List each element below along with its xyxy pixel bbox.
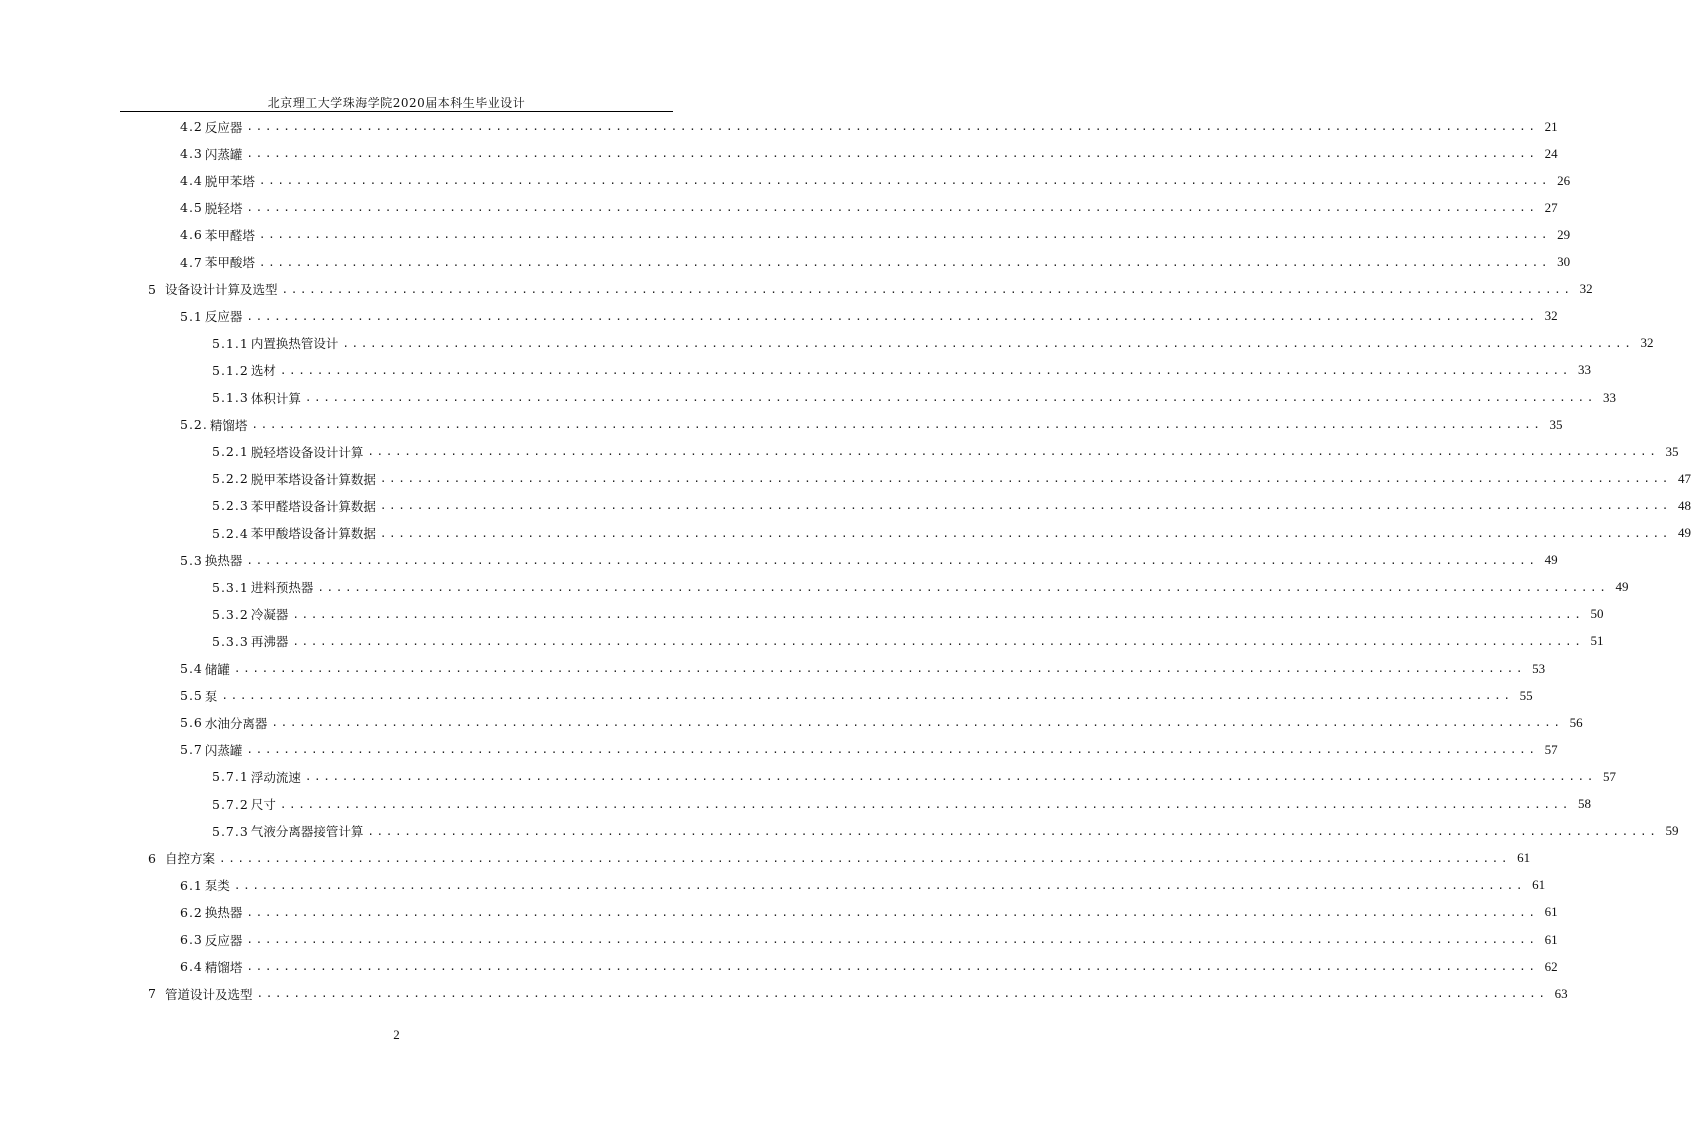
toc-leader-dots: ............................................................................................................................................ bbox=[317, 580, 1609, 594]
toc-leader-dots: ............................................................................................................................................ bbox=[246, 309, 1538, 323]
toc-leader-dots: ............................................................................................................................................ bbox=[233, 662, 1526, 675]
toc-entry-page: 61 bbox=[1544, 931, 1558, 947]
toc-leader-dots: ............................................................................................................................................ bbox=[246, 933, 1538, 946]
toc-entry-number: 5.2.4 bbox=[212, 525, 249, 541]
toc-entry-page: 58 bbox=[1578, 796, 1591, 811]
toc-entry[interactable] bbox=[180, 872, 1546, 899]
toc-leader-dots: ............................................................................................................................................ bbox=[246, 147, 1538, 161]
page-header: 北京理工大学珠海学院2020届本科生毕业设计 bbox=[267, 96, 526, 110]
toc-leader-dots: ............................................................................................................................................ bbox=[221, 689, 1513, 703]
toc-entry-number: 4.3 bbox=[180, 146, 203, 162]
toc-leader-dots: ............................................................................................................................................ bbox=[367, 445, 1659, 459]
toc-entry[interactable] bbox=[180, 709, 1583, 736]
toc-entry-title: 选材 bbox=[250, 363, 276, 379]
toc-entry-title: 储罐 bbox=[204, 661, 230, 677]
toc-leader-dots: ............................................................................................................................................ bbox=[246, 553, 1538, 567]
toc-entry-number: 5.6 bbox=[180, 715, 203, 731]
toc-entry[interactable] bbox=[212, 520, 1691, 547]
toc-entry-title: 再沸器 bbox=[250, 634, 289, 650]
toc-entry-title: 气液分离器接管计算 bbox=[250, 824, 364, 840]
toc-leader-dots: ............................................................................................................................................ bbox=[304, 770, 1596, 784]
toc-entry-title: 精馏塔 bbox=[204, 959, 243, 975]
toc-entry-title: 苯甲醛塔 bbox=[204, 227, 255, 243]
toc-entry[interactable] bbox=[180, 682, 1533, 709]
toc-entry-page: 32 bbox=[1579, 281, 1593, 297]
toc-entry-number: 5.1 bbox=[180, 308, 203, 324]
toc-entry-number: 7 bbox=[148, 986, 157, 1002]
toc-entry[interactable] bbox=[212, 384, 1616, 411]
toc-entry-number: 5.3 bbox=[180, 552, 203, 568]
toc-entry-number: 5.1.3 bbox=[212, 390, 249, 405]
toc-entry-number: 4.5 bbox=[180, 200, 203, 216]
page-number: 2 bbox=[393, 1027, 400, 1042]
toc-entry-page: 51 bbox=[1590, 633, 1604, 649]
toc-entry-page: 61 bbox=[1517, 850, 1531, 866]
toc-entry[interactable] bbox=[180, 953, 1558, 980]
toc-leader-dots: ............................................................................................................................................ bbox=[258, 228, 1551, 242]
toc-entry-title: 脱轻塔 bbox=[204, 200, 243, 216]
toc-entry-page: 62 bbox=[1544, 958, 1558, 974]
toc-entry[interactable] bbox=[212, 818, 1679, 845]
toc-entry-number: 6 bbox=[148, 850, 157, 866]
toc-entry[interactable] bbox=[180, 547, 1558, 574]
toc-entry[interactable] bbox=[180, 140, 1558, 167]
toc-entry-title: 泵类 bbox=[204, 878, 230, 894]
toc-entry-title: 脱甲苯塔 bbox=[204, 173, 255, 189]
toc-entry[interactable] bbox=[180, 249, 1571, 276]
toc-entry-title: 苯甲醛塔设备计算数据 bbox=[250, 498, 376, 514]
toc-leader-dots: ............................................................................................................................................ bbox=[256, 987, 1548, 1001]
toc-entry-number: 4.7 bbox=[180, 254, 203, 270]
toc-entry-page: 32 bbox=[1544, 308, 1558, 324]
toc-entry-page: 50 bbox=[1590, 606, 1604, 622]
toc-leader-dots: ............................................................................................................................................ bbox=[304, 391, 1596, 404]
toc-entry-page: 49 bbox=[1678, 525, 1691, 540]
toc-entry-title: 浮动流速 bbox=[250, 769, 301, 785]
toc-entry-title: 进料预热器 bbox=[250, 580, 314, 596]
toc-entry-page: 59 bbox=[1665, 823, 1679, 839]
toc-entry[interactable] bbox=[180, 167, 1571, 194]
toc-leader-dots: ............................................................................................................................................ bbox=[258, 174, 1551, 188]
toc-entry-title: 尺寸 bbox=[250, 797, 276, 812]
toc-entry[interactable] bbox=[212, 763, 1616, 790]
toc-leader-dots: ............................................................................................................................................ bbox=[271, 716, 1563, 730]
toc-entry-title: 苯甲酸塔设备计算数据 bbox=[250, 526, 376, 541]
toc-entry-title: 换热器 bbox=[204, 905, 243, 921]
toc-entry-page: 49 bbox=[1615, 579, 1629, 595]
toc-leader-dots: ............................................................................................................................................ bbox=[246, 960, 1538, 974]
toc-entry[interactable] bbox=[180, 113, 1558, 140]
toc-leader-dots: ............................................................................................................................................ bbox=[292, 607, 1584, 621]
toc-leader-dots: ............................................................................................................................................ bbox=[279, 363, 1571, 377]
toc-entry-page: 32 bbox=[1640, 335, 1654, 351]
toc-leader-dots: ............................................................................................................................................ bbox=[218, 851, 1511, 865]
toc-entry-title: 脱轻塔设备设计计算 bbox=[250, 444, 364, 460]
toc-entry-title: 脱甲苯塔设备计算数据 bbox=[250, 471, 376, 487]
toc-leader-dots: ............................................................................................................................................ bbox=[246, 201, 1538, 215]
toc-entry-title: 设备设计计算及选型 bbox=[164, 282, 278, 298]
toc-leader-dots: ............................................................................................................................................ bbox=[246, 120, 1538, 133]
toc-entry-number: 6.3 bbox=[180, 932, 203, 947]
toc-entry-number: 5.2.1 bbox=[212, 444, 249, 460]
toc-entry-page: 21 bbox=[1544, 118, 1558, 134]
toc-entry-number: 5.7.2 bbox=[212, 796, 249, 812]
toc-entry-page: 48 bbox=[1678, 497, 1691, 513]
toc-entry-title: 内置换热管设计 bbox=[250, 336, 339, 352]
toc-entry-number: 6.1 bbox=[180, 877, 203, 893]
toc-entry[interactable] bbox=[148, 980, 1568, 1007]
toc-entry-title: 换热器 bbox=[204, 553, 243, 569]
toc-leader-dots: ............................................................................................................................................ bbox=[233, 878, 1526, 892]
toc-entry-title: 管道设计及选型 bbox=[164, 986, 253, 1002]
toc-leader-dots: ............................................................................................................................................ bbox=[246, 905, 1538, 919]
toc-leader-dots: ............................................................................................................................................ bbox=[279, 797, 1571, 811]
toc-entry-number: 5.4 bbox=[180, 661, 203, 676]
toc-entry-number: 5.1.1 bbox=[212, 335, 249, 351]
toc-entry-page: 49 bbox=[1544, 552, 1558, 568]
toc-entry[interactable] bbox=[212, 628, 1604, 655]
toc-entry[interactable] bbox=[180, 194, 1558, 221]
toc-entry[interactable] bbox=[180, 303, 1558, 330]
toc-entry-title: 苯甲酸塔 bbox=[204, 255, 255, 270]
toc-entry-number: 5.3.3 bbox=[212, 633, 249, 649]
toc-entry[interactable] bbox=[180, 655, 1546, 682]
toc-entry-page: 29 bbox=[1557, 226, 1571, 242]
toc-entry-title: 反应器 bbox=[204, 932, 243, 948]
toc-entry-number: 4.4 bbox=[180, 173, 203, 189]
toc-entry[interactable] bbox=[180, 899, 1558, 926]
toc-entry-page: 63 bbox=[1554, 985, 1568, 1001]
toc-leader-dots: ............................................................................................................................................ bbox=[246, 743, 1538, 757]
toc-entry[interactable] bbox=[148, 845, 1531, 872]
toc-entry-title: 自控方案 bbox=[164, 851, 215, 867]
toc-entry-title: 体积计算 bbox=[250, 390, 301, 406]
toc-entry-page: 61 bbox=[1532, 877, 1546, 893]
toc-leader-dots: ............................................................................................................................................ bbox=[342, 336, 1634, 350]
toc-leader-dots: ............................................................................................................................................ bbox=[367, 824, 1659, 838]
toc-entry-number: 5.2. bbox=[180, 417, 208, 433]
toc-entry[interactable] bbox=[180, 411, 1563, 438]
toc-entry-number: 5.1.2 bbox=[212, 362, 249, 378]
toc-entry[interactable] bbox=[212, 330, 1654, 357]
toc-entry[interactable] bbox=[212, 438, 1679, 465]
toc-entry-page: 57 bbox=[1603, 768, 1616, 784]
toc-entry-number: 5.2.3 bbox=[212, 498, 249, 514]
header-rule bbox=[120, 111, 673, 112]
toc-entry-page: 26 bbox=[1557, 172, 1571, 188]
toc-entry-page: 24 bbox=[1544, 145, 1558, 161]
toc-entry-number: 5.2.2 bbox=[212, 471, 249, 487]
toc-entry-title: 反应器 bbox=[204, 119, 243, 135]
toc-entry-number: 4.2 bbox=[180, 119, 203, 134]
toc-entry-number: 6.4 bbox=[180, 959, 203, 975]
toc-entry-number: 5.5 bbox=[180, 688, 203, 704]
toc-entry[interactable] bbox=[180, 736, 1558, 763]
toc-entry-page: 27 bbox=[1544, 199, 1558, 215]
toc-entry[interactable] bbox=[212, 791, 1591, 818]
toc-leader-dots: ............................................................................................................................................ bbox=[379, 472, 1671, 486]
toc-leader-dots: ............................................................................................................................................ bbox=[281, 282, 1573, 296]
toc-entry-number: 5.3.1 bbox=[212, 579, 249, 595]
toc-leader-dots: ............................................................................................................................................ bbox=[292, 634, 1584, 648]
toc-entry[interactable] bbox=[180, 221, 1571, 248]
toc-entry-page: 30 bbox=[1557, 254, 1571, 269]
toc-leader-dots: ............................................................................................................................................ bbox=[251, 418, 1543, 432]
toc-entry-number: 5 bbox=[148, 281, 157, 297]
toc-entry[interactable] bbox=[212, 465, 1691, 492]
toc-entry-title: 水油分离器 bbox=[204, 715, 268, 731]
toc-entry-number: 6.2 bbox=[180, 904, 203, 920]
toc-entry-page: 56 bbox=[1569, 714, 1583, 730]
toc-entry[interactable] bbox=[180, 926, 1558, 953]
toc-entry-number: 5.7.1 bbox=[212, 769, 249, 785]
toc-entry[interactable] bbox=[212, 601, 1604, 628]
toc-entry-number: 5.3.2 bbox=[212, 606, 249, 622]
toc-entry[interactable] bbox=[148, 276, 1593, 303]
toc-entry-title: 泵 bbox=[204, 688, 218, 704]
toc-entry-page: 47 bbox=[1678, 470, 1691, 486]
toc-leader-dots: ............................................................................................................................................ bbox=[379, 526, 1671, 540]
toc-entry-page: 33 bbox=[1603, 389, 1616, 405]
toc-entry-page: 33 bbox=[1578, 362, 1591, 378]
toc-entry[interactable] bbox=[212, 492, 1691, 519]
toc-entry-page: 61 bbox=[1544, 904, 1558, 920]
toc-entry-page: 57 bbox=[1544, 741, 1558, 757]
toc-entry[interactable] bbox=[212, 357, 1591, 384]
toc-entry-page: 35 bbox=[1665, 443, 1679, 459]
toc-entry-title: 闪蒸罐 bbox=[204, 742, 243, 758]
toc-entry-title: 冷凝器 bbox=[250, 607, 289, 623]
toc-entry-page: 55 bbox=[1519, 687, 1533, 703]
toc-leader-dots: ............................................................................................................................................ bbox=[258, 255, 1551, 269]
toc-entry[interactable] bbox=[212, 574, 1629, 601]
toc-leader-dots: ............................................................................................................................................ bbox=[379, 499, 1671, 513]
toc-entry-number: 5.7 bbox=[180, 742, 203, 758]
toc-entry-title: 闪蒸罐 bbox=[204, 146, 243, 162]
toc-entry-number: 5.7.3 bbox=[212, 823, 249, 839]
toc-entry-page: 35 bbox=[1549, 416, 1563, 432]
toc-entry-title: 反应器 bbox=[204, 309, 243, 325]
toc-entry-title: 精馏塔 bbox=[209, 417, 248, 433]
toc-entry-page: 53 bbox=[1532, 660, 1546, 676]
toc-entry-number: 4.6 bbox=[180, 227, 203, 243]
